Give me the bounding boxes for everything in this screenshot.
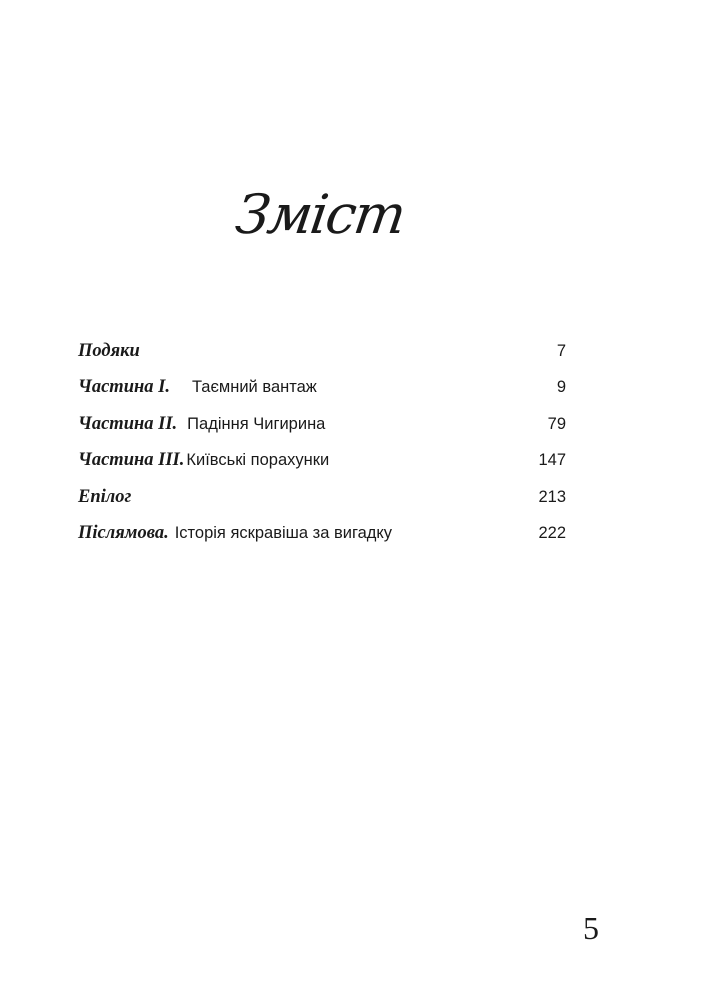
- toc-part-label: Частина ІІ.: [78, 413, 178, 434]
- toc-page-number: 147: [538, 451, 566, 470]
- toc-part-label: Післямова.: [78, 523, 169, 544]
- page-number: 5: [583, 910, 599, 946]
- toc-chapter-title: Історія яскравіша за вигадку: [174, 524, 393, 543]
- toc-page-number: 79: [547, 414, 566, 433]
- toc-part-label: Епілог: [78, 486, 132, 507]
- toc-entry-epilogue[interactable]: [78, 479, 566, 516]
- toc-entry-acknowledgements[interactable]: [78, 333, 566, 370]
- toc-chapter-title: Таємний вантаж: [191, 378, 317, 397]
- toc-chapter-title: Київські порахунки: [186, 451, 330, 470]
- toc-entry-part-3[interactable]: [78, 443, 566, 480]
- table-of-contents: [78, 333, 566, 552]
- toc-page-number: 222: [538, 524, 566, 543]
- toc-entry-part-1[interactable]: [78, 370, 566, 407]
- toc-chapter-title: Падіння Чигирина: [187, 414, 326, 433]
- toc-entry-afterword[interactable]: [78, 516, 566, 553]
- toc-entry-part-2[interactable]: [78, 406, 566, 443]
- toc-page-number: 213: [538, 487, 566, 506]
- toc-part-label: Подяки: [78, 340, 140, 361]
- toc-part-label: Частина ІІІ.: [78, 450, 185, 471]
- page-title: Зміст: [232, 183, 409, 246]
- toc-page-number: 9: [556, 378, 566, 397]
- toc-part-label: Частина І.: [78, 377, 170, 398]
- toc-page-number: 7: [556, 341, 566, 360]
